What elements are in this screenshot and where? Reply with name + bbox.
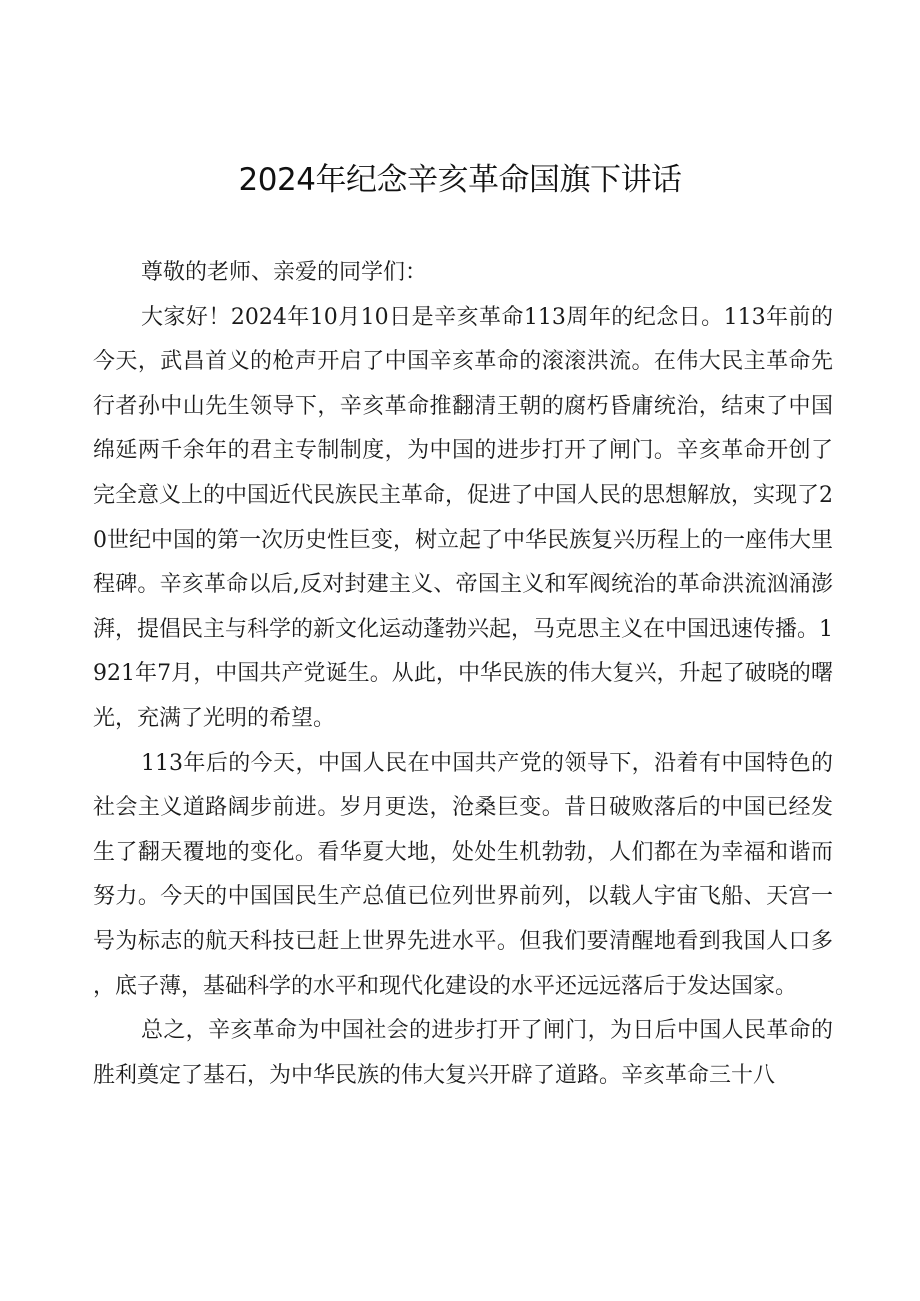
document-body (93, 251, 833, 1098)
body-paragraph-1: 大家好！2024年10月10日是辛亥革命113周年的纪念日。113年前的今天，武昌首义的枪声开启了中国辛亥革命的滚滚洪流。在伟大民主革命先行者孙中山先生领导下，辛亥革命推翻清王朝的腐朽昏庸统治，结束了中国绵延两千余年的君主专制制度，为中国的进步打开了闸门。辛亥革命开创了完全意义上的中国近代民族民主革命，促进了中国人民的思想解放，实现了20世纪中国的第一次历史性巨变，树立起了中华民族复兴历程上的一座伟大里程碑。辛亥革命以后,反对封建主义、帝国主义和军阀统治的革命洪流汹涌澎湃，提倡民主与科学的新文化运动蓬勃兴起，马克思主义在中国迅速传播。1921年7月，中国共产党诞生。从此，中华民族的伟大复兴，升起了破晓的曙光，充满了光明的希望。 (93, 304, 833, 731)
page-title: 2024年纪念辛亥革命国旗下讲话 (238, 162, 682, 198)
body-paragraph-3: 总之，辛亥革命为中国社会的进步打开了闸门，为日后中国人民革命的胜利奠定了基石，为中华民族的伟大复兴开辟了道路。辛亥革命三十八 (93, 1018, 833, 1088)
body-paragraph-2: 113年后的今天，中国人民在中国共产党的领导下，沿着有中国特色的社会主义道路阔步前进。岁月更迭，沧桑巨变。昔日破败落后的中国已经发生了翻天覆地的变化。看华夏大地，处处生机勃勃，人们都在为幸福和谐而努力。今天的中国国民生产总值已位列世界前列，以载人宇宙飞船、天宫一号为标志的航天科技已赶上世界先进水平。但我们要清醒地看到我国人口多，底子薄，基础科学的水平和现代化建设的水平还远远落后于发达国家。 (93, 750, 833, 999)
salutation-paragraph: 尊敬的老师、亲爱的同学们： (141, 260, 428, 285)
